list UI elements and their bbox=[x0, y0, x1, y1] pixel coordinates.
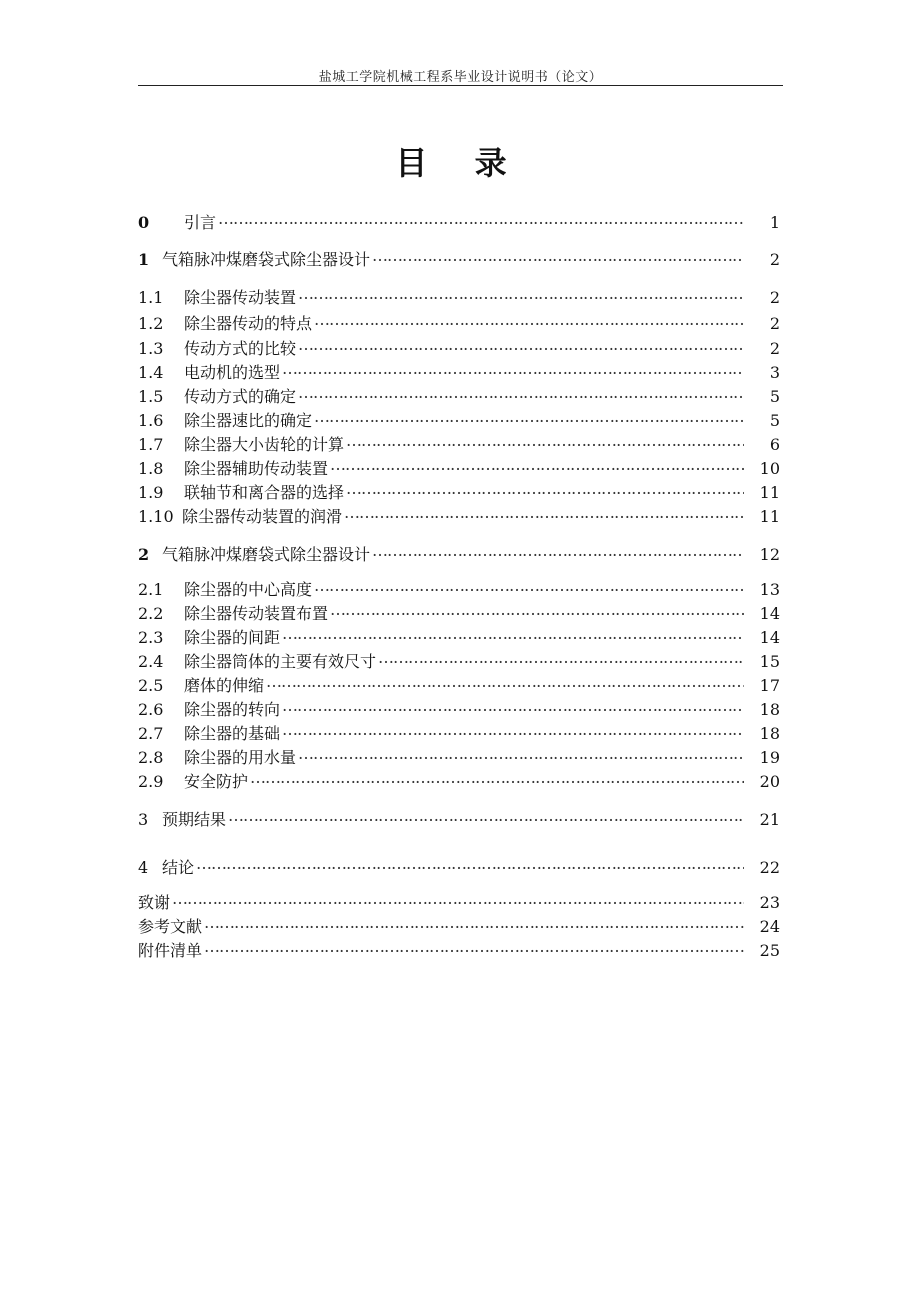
toc-title: 磨体的伸缩 bbox=[184, 676, 265, 696]
toc-number: 2.9 bbox=[138, 772, 164, 792]
toc-page: 5 bbox=[769, 411, 780, 431]
toc-leader bbox=[218, 209, 744, 228]
toc-page: 14 bbox=[759, 628, 780, 648]
toc-page: 2 bbox=[769, 314, 780, 334]
toc-page: 11 bbox=[759, 507, 780, 527]
header-divider bbox=[138, 85, 783, 86]
toc-entry-2-2[interactable] bbox=[138, 600, 780, 622]
toc-entry-1-4[interactable] bbox=[138, 359, 780, 381]
toc-entry-2-6[interactable] bbox=[138, 696, 780, 718]
toc-title: 气箱脉冲煤磨袋式除尘器设计 bbox=[162, 250, 371, 270]
toc-entry-2-5[interactable] bbox=[138, 672, 780, 694]
toc-page: 24 bbox=[759, 917, 780, 937]
toc-entry-2-9[interactable] bbox=[138, 768, 780, 790]
toc-page: 2 bbox=[769, 339, 780, 359]
toc-number: 1 bbox=[138, 250, 150, 270]
toc-entry-1-1[interactable] bbox=[138, 284, 780, 306]
toc-number: 2.8 bbox=[138, 748, 164, 768]
toc-leader bbox=[282, 696, 744, 715]
toc-page: 20 bbox=[759, 772, 780, 792]
toc-number: 1.8 bbox=[138, 459, 164, 479]
toc-page: 19 bbox=[759, 748, 780, 768]
toc-page: 14 bbox=[759, 604, 780, 624]
toc-leader bbox=[330, 455, 744, 474]
toc-page: 18 bbox=[759, 700, 780, 720]
toc-page: 11 bbox=[759, 483, 780, 503]
toc-entry-1[interactable] bbox=[138, 246, 780, 268]
toc-number: 2 bbox=[138, 545, 150, 565]
toc-leader bbox=[172, 889, 744, 908]
toc-entry-appendix[interactable] bbox=[138, 937, 780, 959]
toc-leader bbox=[314, 310, 744, 329]
toc-number: 1.1 bbox=[138, 288, 164, 308]
toc-leader bbox=[372, 541, 744, 560]
toc-entry-1-3[interactable] bbox=[138, 335, 780, 357]
toc-number: 1.7 bbox=[138, 435, 164, 455]
toc-page: 15 bbox=[759, 652, 780, 672]
toc-entry-1-6[interactable] bbox=[138, 407, 780, 429]
toc-leader bbox=[266, 672, 744, 691]
toc-number: 4 bbox=[138, 858, 149, 878]
toc-number: 1.4 bbox=[138, 363, 164, 383]
toc-entry-4[interactable] bbox=[138, 854, 780, 876]
toc-page: 5 bbox=[769, 387, 780, 407]
toc-entry-references[interactable] bbox=[138, 913, 780, 935]
toc-leader bbox=[196, 854, 744, 873]
toc-title: 附件清单 bbox=[138, 941, 203, 961]
toc-number: 2.1 bbox=[138, 580, 164, 600]
toc-number: 1.2 bbox=[138, 314, 164, 334]
toc-leader bbox=[314, 576, 744, 595]
toc-leader bbox=[298, 744, 744, 763]
toc-leader bbox=[204, 913, 744, 932]
toc-page: 10 bbox=[759, 459, 780, 479]
toc-title: 联轴节和离合器的选择 bbox=[184, 483, 345, 503]
toc-leader bbox=[228, 806, 744, 825]
toc-page: 13 bbox=[759, 580, 780, 600]
toc-number: 2.5 bbox=[138, 676, 164, 696]
toc-entry-1-10[interactable] bbox=[138, 503, 780, 525]
toc-number: 1.9 bbox=[138, 483, 164, 503]
toc-title: 引言 bbox=[184, 213, 217, 233]
toc-leader bbox=[378, 648, 744, 667]
toc-leader bbox=[314, 407, 744, 426]
toc-number: 1.3 bbox=[138, 339, 164, 359]
toc-entry-2-4[interactable] bbox=[138, 648, 780, 670]
toc-number: 2.3 bbox=[138, 628, 164, 648]
toc-title: 除尘器传动装置布置 bbox=[184, 604, 329, 624]
toc-number: 2.2 bbox=[138, 604, 164, 624]
toc-number: 2.6 bbox=[138, 700, 164, 720]
toc-title: 除尘器的转向 bbox=[184, 700, 281, 720]
toc-number: 2.7 bbox=[138, 724, 164, 744]
toc-number: 1.6 bbox=[138, 411, 164, 431]
toc-entry-0[interactable] bbox=[138, 209, 780, 231]
toc-title: 结论 bbox=[162, 858, 195, 878]
toc-entry-2[interactable] bbox=[138, 541, 780, 563]
toc-entry-1-8[interactable] bbox=[138, 455, 780, 477]
toc-title: 预期结果 bbox=[162, 810, 227, 830]
toc-title: 除尘器辅助传动装置 bbox=[184, 459, 329, 479]
toc-leader bbox=[346, 431, 744, 450]
toc-page: 12 bbox=[759, 545, 780, 565]
toc-title: 除尘器速比的确定 bbox=[184, 411, 313, 431]
toc-page: 18 bbox=[759, 724, 780, 744]
toc-title: 除尘器筒体的主要有效尺寸 bbox=[184, 652, 377, 672]
toc-number: 1.5 bbox=[138, 387, 164, 407]
toc-page: 23 bbox=[759, 893, 780, 913]
toc-title: 安全防护 bbox=[184, 772, 249, 792]
toc-entry-2-8[interactable] bbox=[138, 744, 780, 766]
toc-title: 除尘器传动装置 bbox=[184, 288, 297, 308]
toc-leader bbox=[346, 479, 744, 498]
toc-title: 除尘器传动装置的润滑 bbox=[182, 507, 343, 527]
toc-entry-1-2[interactable] bbox=[138, 310, 780, 332]
toc-entry-1-9[interactable] bbox=[138, 479, 780, 501]
toc-leader bbox=[344, 503, 744, 522]
toc-title: 除尘器传动的特点 bbox=[184, 314, 313, 334]
toc-page: 1 bbox=[769, 213, 780, 233]
toc-number: 3 bbox=[138, 810, 149, 830]
toc-title: 除尘器的中心高度 bbox=[184, 580, 313, 600]
toc-title: 传动方式的比较 bbox=[184, 339, 297, 359]
toc-page: 3 bbox=[769, 363, 780, 383]
toc-title: 气箱脉冲煤磨袋式除尘器设计 bbox=[162, 545, 371, 565]
toc-entry-2-7[interactable] bbox=[138, 720, 780, 742]
toc-title: 除尘器的基础 bbox=[184, 724, 281, 744]
toc-entry-3[interactable] bbox=[138, 806, 780, 828]
toc-title: 除尘器的间距 bbox=[184, 628, 281, 648]
page-header: 盐城工学院机械工程系毕业设计说明书（论文） bbox=[318, 70, 603, 85]
toc-number: 0 bbox=[138, 213, 150, 233]
toc-leader bbox=[298, 284, 744, 303]
toc-entry-acknowledgements[interactable] bbox=[138, 889, 780, 911]
toc-entry-2-3[interactable] bbox=[138, 624, 780, 646]
toc-entry-2-1[interactable] bbox=[138, 576, 780, 598]
toc-leader bbox=[204, 937, 744, 956]
toc-leader bbox=[298, 335, 744, 354]
toc-title: 致谢 bbox=[138, 893, 171, 913]
toc-title: 传动方式的确定 bbox=[184, 387, 297, 407]
toc-leader bbox=[282, 624, 744, 643]
toc-page: 6 bbox=[769, 435, 780, 455]
toc-title: 除尘器的用水量 bbox=[184, 748, 297, 768]
toc-page: 2 bbox=[769, 250, 780, 270]
toc-page: 2 bbox=[769, 288, 780, 308]
toc-number: 1.10 bbox=[138, 507, 174, 527]
toc-page: 22 bbox=[759, 858, 780, 878]
toc-leader bbox=[282, 359, 744, 378]
toc-leader bbox=[282, 720, 744, 739]
toc-page: 21 bbox=[759, 810, 780, 830]
toc-title: 除尘器大小齿轮的计算 bbox=[184, 435, 345, 455]
toc-leader bbox=[330, 600, 744, 619]
page-title: 目 录 bbox=[395, 144, 525, 182]
toc-title: 参考文献 bbox=[138, 917, 203, 937]
toc-page: 25 bbox=[759, 941, 780, 961]
toc-entry-1-5[interactable] bbox=[138, 383, 780, 405]
toc-entry-1-7[interactable] bbox=[138, 431, 780, 453]
toc-page: 17 bbox=[759, 676, 780, 696]
toc-leader bbox=[250, 768, 744, 787]
toc-leader bbox=[372, 246, 744, 265]
toc-title: 电动机的选型 bbox=[184, 363, 281, 383]
toc-leader bbox=[298, 383, 744, 402]
toc-number: 2.4 bbox=[138, 652, 164, 672]
